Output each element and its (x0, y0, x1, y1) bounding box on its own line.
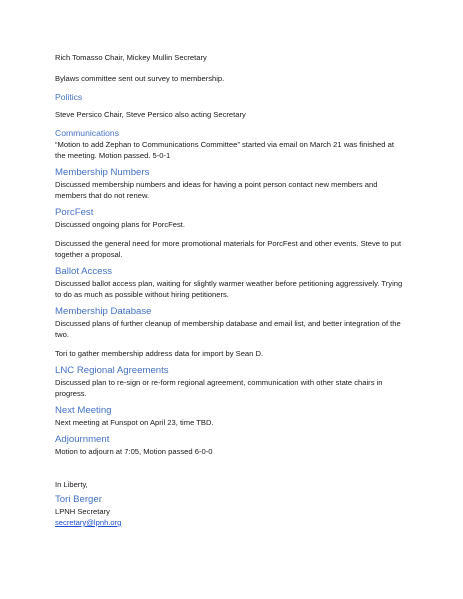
porcfest-heading: PorcFest (55, 207, 94, 218)
adjournment-body: Motion to adjourn at 7:05, Motion passed 6-0-0 (55, 447, 213, 456)
politics-heading: Politics (55, 92, 83, 102)
adjournment-heading: Adjournment (55, 434, 110, 445)
ballot-access-body-line-2: to do as much as possible without hiring petitioners. (55, 290, 229, 299)
membership-database-body-line-2: two. (55, 330, 69, 339)
lnc-regional-heading: LNC Regional Agreements (55, 365, 169, 376)
membership-database-heading: Membership Database (55, 306, 152, 317)
lnc-regional-body-line-2: progress. (55, 389, 87, 398)
communications-body-line-2: the meeting. Motion passed. 5-0-1 (55, 151, 171, 160)
membership-database-body-line-1: Discussed plans of further cleanup of membership database and email list, and better integration of the (55, 319, 401, 328)
membership-numbers-body-line-1: Discussed membership numbers and ideas for having a point person contact new members and (55, 180, 378, 189)
signature-email-link[interactable]: secretary@lpnh.org (55, 518, 122, 527)
ballot-access-body-line-1: Discussed ballot access plan, waiting for slightly warmer weather before petitioning aggressively. Trying (55, 279, 403, 288)
closing-line: In Liberty, (55, 480, 88, 489)
signature-title: LPNH Secretary (55, 507, 110, 516)
membership-database-body-2: Tori to gather membership address data for import by Sean D. (55, 349, 264, 358)
document-page (55, 52, 415, 528)
next-meeting-body: Next meeting at Funspot on April 23, time TBD. (55, 418, 214, 427)
porcfest-body-2-line-2: together a proposal. (55, 250, 123, 259)
membership-numbers-body-line-2: members that do not renew. (55, 191, 150, 200)
porcfest-body-2-line-1: Discussed the general need for more promotional materials for PorcFest and other events. Steve to put (55, 239, 402, 248)
politics-body: Steve Persico Chair, Steve Persico also acting Secretary (55, 110, 246, 119)
lnc-regional-body-line-1: Discussed plan to re-sign or re-form regional agreement, communication with other state chairs in (55, 378, 383, 387)
porcfest-body: Discussed ongoing plans for PorcFest. (55, 220, 186, 229)
bylaws-line: Bylaws committee sent out survey to membership. (55, 74, 225, 83)
ballot-access-heading: Ballot Access (55, 266, 113, 277)
chair-secretary-line: Rich Tomasso Chair, Mickey Mullin Secretary (55, 53, 207, 62)
communications-body-line-1: “Motion to add Zephan to Communications Committee” started via email on March 21 was finished at (55, 140, 394, 149)
signature-name: Tori Berger (55, 494, 102, 505)
next-meeting-heading: Next Meeting (55, 405, 112, 416)
communications-heading: Communications (55, 128, 119, 138)
membership-numbers-heading: Membership Numbers (55, 167, 150, 178)
